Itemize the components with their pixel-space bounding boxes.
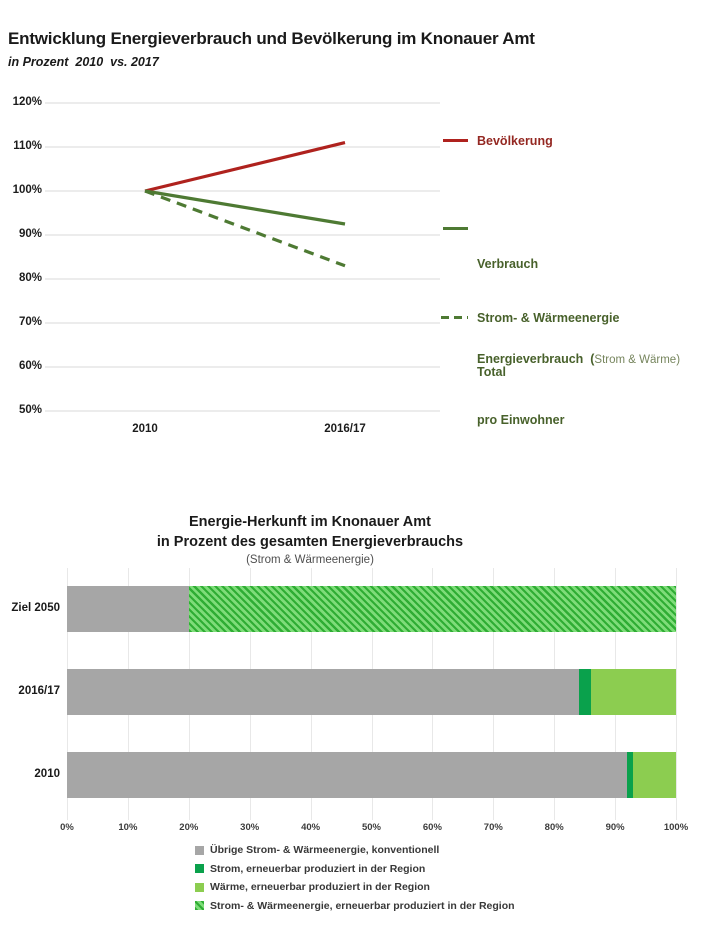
legend-label-pc-line2: pro Einwohner (477, 413, 565, 427)
y-axis-tick-label: 100% (12, 184, 42, 196)
x-axis-tick-label: 2010 (132, 423, 158, 435)
bar-chart-subtitle: in Prozent des gesamten Energieverbrauchs (156, 534, 464, 550)
bar-segment-series-2 (633, 752, 676, 798)
legend-label-konventionell: Übrige Strom- & Wärmeenergie, konventionell (210, 844, 440, 856)
legend-label-pc-light: Strom & Wärme) (594, 354, 681, 366)
legend-item-strom-waerme-erneuerbar (195, 900, 515, 912)
legend-label-verbrauch-line2: Strom- & Wärmeenergie (477, 311, 620, 325)
legend-item-waerme-erneuerbar (195, 881, 515, 893)
bar-chart-legend (195, 844, 515, 918)
category-label: 2016/17 (18, 685, 60, 697)
legend-label-strom-waerme-erneuerbar: Strom- & Wärmeenergie, erneuerbar produziert in der Region (210, 899, 515, 912)
legend-label-bevoelkerung: Bevölkerung (477, 134, 553, 148)
legend-item-konventionell (195, 844, 515, 856)
bar-segment-series-0 (67, 669, 579, 715)
category-label: Ziel 2050 (11, 602, 60, 614)
series-line-0 (145, 143, 345, 191)
legend-swatch-waerme-erneuerbar (195, 883, 204, 892)
legend-label-verbrauch-line3: Total (477, 365, 506, 379)
bar-row-2 (67, 752, 676, 798)
legend-label-waerme-erneuerbar: Wärme, erneuerbar produziert in der Region (210, 881, 430, 893)
y-axis-tick-label: 90% (18, 228, 42, 240)
y-axis-tick-label: 80% (18, 272, 42, 284)
bar-segment-series-2 (591, 669, 676, 715)
x-axis-tick-label: 50% (361, 822, 382, 833)
series-line-2 (145, 191, 345, 266)
legend-label-energieverbrauch-pro-einwohner (477, 309, 680, 470)
x-axis-tick-label: 60% (422, 822, 442, 833)
bar-chart-title: Energie-Herkunft im Knonauer Amt (189, 514, 431, 530)
y-axis-tick-label: 120% (12, 96, 42, 108)
x-axis-tick-label: 40% (301, 822, 321, 833)
y-axis-tick-label: 110% (13, 140, 42, 152)
x-axis-tick-label: 20% (179, 822, 199, 833)
x-axis-tick-label: 90% (605, 822, 625, 833)
series-line-1 (145, 191, 345, 224)
x-axis-tick-label: 100% (663, 822, 689, 833)
legend-swatch-strom-erneuerbar (195, 864, 204, 873)
x-axis-tick-label: 10% (118, 822, 138, 833)
bar-chart-plot (60, 568, 689, 833)
category-label: 2010 (34, 768, 60, 780)
legend-key-verbrauch (443, 227, 468, 230)
legend-key-energieverbrauch-pro-einwohner (441, 316, 468, 319)
y-axis-tick-label: 60% (18, 360, 42, 372)
legend-label-pc-bold: Energieverbrauch ( (477, 352, 595, 366)
bar-row-1 (67, 669, 676, 715)
x-axis-tick-label: 2016/17 (324, 423, 366, 435)
legend-key-bevoelkerung (443, 139, 468, 142)
legend-swatch-strom-waerme-erneuerbar (195, 901, 204, 910)
bar-segment-series-0 (67, 586, 189, 632)
v-gridline (676, 568, 677, 820)
bar-chart-subtitle2: (Strom & Wärmeenergie) (246, 554, 374, 566)
x-axis-tick-label: 0% (60, 822, 74, 833)
legend-item-strom-erneuerbar (195, 863, 515, 875)
legend-label-strom-erneuerbar: Strom, erneuerbar produziert in der Region (210, 862, 426, 875)
bar-segment-series-3 (189, 586, 676, 632)
x-axis-tick-label: 80% (544, 822, 564, 833)
legend-swatch-konventionell (195, 846, 204, 855)
y-axis-tick-label: 70% (18, 316, 42, 328)
x-axis-tick-label: 30% (240, 822, 260, 833)
bar-segment-series-1 (579, 669, 591, 715)
line-chart-title: Entwicklung Energieverbrauch und Bevölkerung im Knonauer Amt (8, 29, 535, 48)
legend-label-pc-line1 (477, 349, 680, 370)
y-axis-tick-label: 50% (18, 404, 42, 416)
bar-row-0 (67, 586, 676, 632)
line-chart-subtitle: in Prozent 2010 vs. 2017 (8, 55, 159, 69)
x-axis-tick-label: 70% (483, 822, 503, 833)
legend-label-verbrauch-line1: Verbrauch (477, 257, 539, 271)
bar-segment-series-0 (67, 752, 627, 798)
